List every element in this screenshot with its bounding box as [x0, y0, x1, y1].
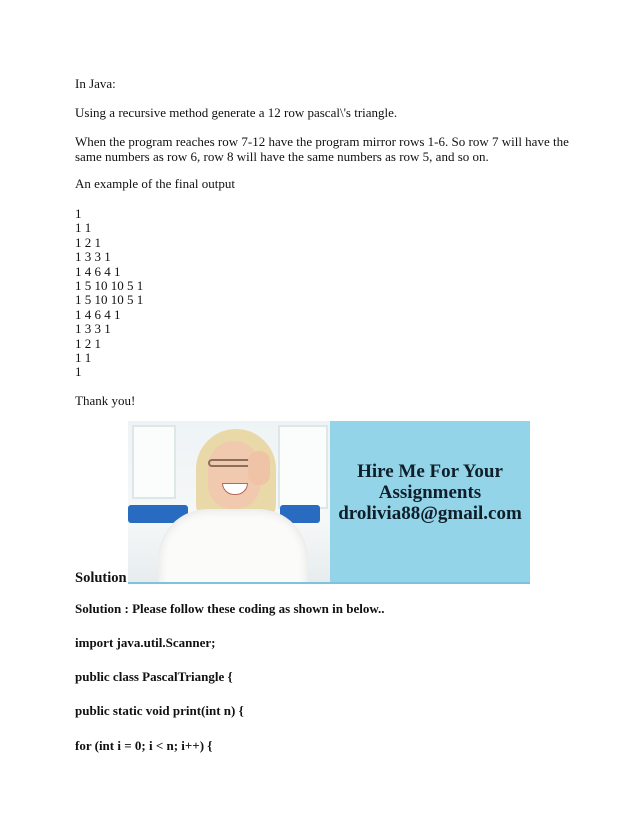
code-line: public static void print(int n) { [75, 703, 244, 718]
task-text: Using a recursive method generate a 12 row pascal\'s triangle. [75, 105, 398, 120]
triangle-row: 1 5 10 10 5 1 [75, 292, 144, 308]
hire-me-ad-banner[interactable] [128, 421, 530, 584]
triangle-row: 1 2 1 [75, 234, 101, 250]
thanks-text: Thank you! [75, 393, 136, 408]
triangle-row: 1 [75, 364, 82, 380]
triangle-row: 1 4 6 4 1 [75, 306, 121, 322]
triangle-row: 1 3 3 1 [75, 249, 111, 265]
ad-line-1: Hire Me For Your [357, 461, 503, 482]
example-label: An example of the final output [75, 176, 235, 191]
triangle-row: 1 1 [75, 350, 92, 365]
code-line: for (int i = 0; i < n; i++) { [75, 738, 213, 753]
code-line: public class PascalTriangle { [75, 669, 233, 684]
solution-line: Solution : Please follow these coding as shown in below.. [75, 601, 385, 616]
mirror-text-line-2: same numbers as row 6, row 8 will have the same numbers as row 5, and so on. [75, 149, 489, 164]
triangle-row: 1 3 3 1 [75, 321, 111, 337]
mirror-text-line-1: When the program reaches row 7-12 have the program mirror rows 1-6. So row 7 will have the [75, 134, 569, 149]
ad-email: drolivia88@gmail.com [338, 503, 522, 524]
triangle-row: 1 2 1 [75, 335, 101, 351]
triangle-row: 1 5 10 10 5 1 [75, 278, 144, 293]
triangle-row: 1 1 [75, 220, 92, 236]
triangle-row: 1 [75, 206, 82, 221]
ad-line-2: Assignments [378, 482, 482, 503]
code-line: import java.util.Scanner; [75, 635, 216, 650]
woman-photo [128, 421, 330, 584]
ad-text-panel [330, 421, 530, 584]
triangle-row: 1 4 6 4 1 [75, 263, 121, 279]
intro-text: In Java: [75, 76, 116, 91]
solution-heading: Solution [75, 570, 127, 586]
